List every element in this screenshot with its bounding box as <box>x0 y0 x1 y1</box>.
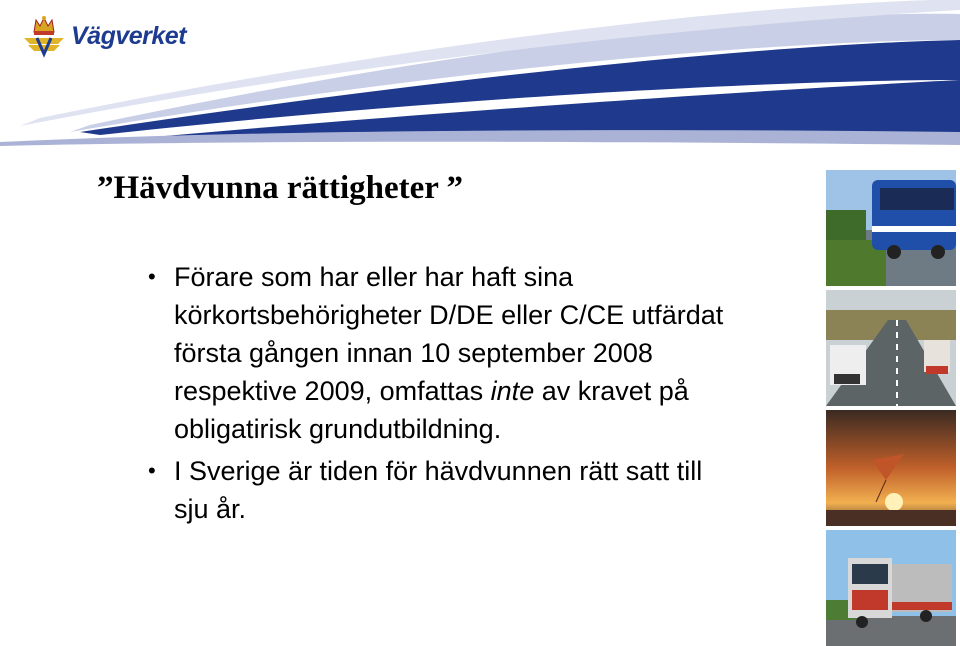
bus-photo <box>826 170 956 286</box>
highway-trucks-photo <box>826 290 956 406</box>
bullet-text: Förare som har eller har haft sina körkortsbehörigheter D/DE eller C/CE utfärdat första gången innan 10 september 2008 respektive 2009, omfattas <box>174 262 724 406</box>
crown-wing-emblem-icon <box>22 14 66 58</box>
brand-name: Vägverket <box>71 21 187 50</box>
photo-column <box>826 170 956 646</box>
bullet-text: av kravet på obligatirisk grundutbildning. <box>174 376 689 444</box>
vagverket-logo <box>22 14 186 58</box>
bullet-emphasis: inte <box>490 376 535 406</box>
bullet-icon: • <box>148 458 156 483</box>
bullet-icon: • <box>148 264 156 289</box>
slide-title: ”Hävdvunna rättigheter ” <box>97 170 464 206</box>
header-banner <box>0 0 960 150</box>
truck-photo <box>826 530 956 646</box>
sunset-photo <box>826 410 956 526</box>
bullet-item <box>148 452 728 528</box>
bullet-item <box>148 258 728 448</box>
bullet-text: I Sverige är tiden för hävdvunnen rätt satt till sju år. <box>174 456 703 524</box>
bullet-list <box>148 258 728 528</box>
